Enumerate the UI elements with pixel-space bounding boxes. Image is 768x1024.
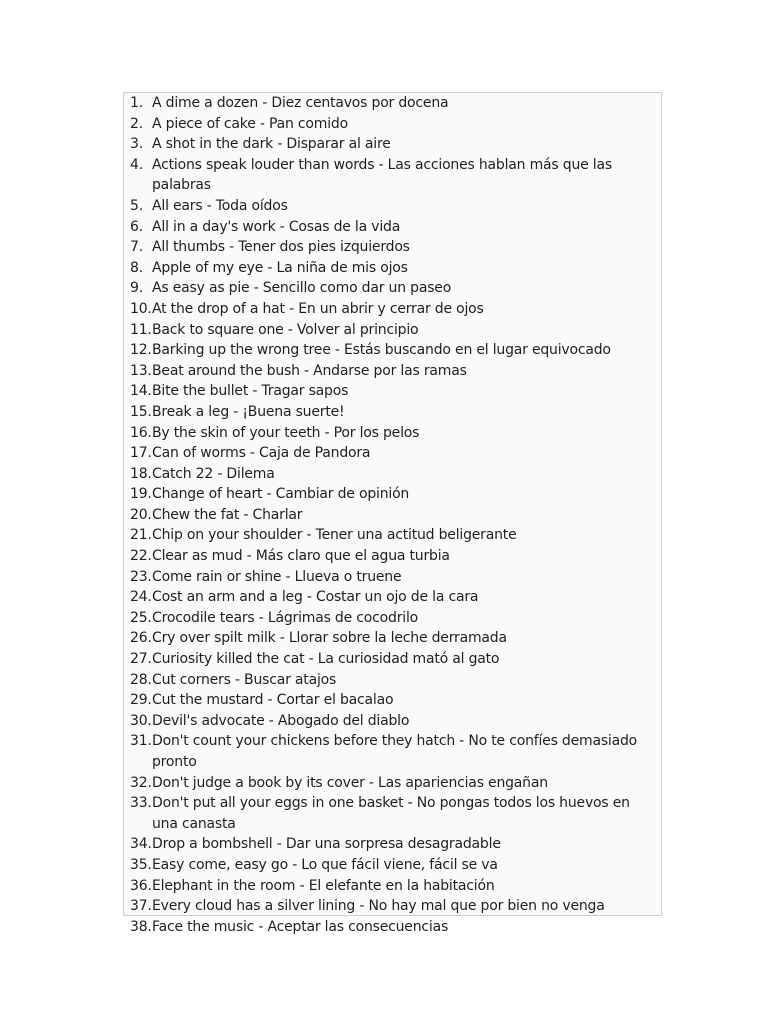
idiom-item (130, 711, 658, 732)
idiom-text: Break a leg - ¡Buena suerte! (152, 403, 345, 420)
idiom-number: 9. (130, 280, 143, 297)
idiom-number: 10. (130, 300, 152, 317)
idiom-number: 16. (130, 424, 152, 441)
idiom-number: 15. (130, 403, 152, 420)
idiom-item (130, 855, 658, 876)
idiom-number: 33. (130, 795, 152, 812)
idiom-item (130, 93, 658, 114)
idiom-item (130, 896, 658, 917)
idiom-text: Don't judge a book by its cover - Las apariencias engañan (152, 774, 548, 791)
idiom-text: Actions speak louder than words - Las acciones hablan más que las palabras (152, 156, 612, 194)
idiom-item (130, 793, 658, 834)
idiom-item (130, 567, 658, 588)
idiom-item (130, 320, 658, 341)
idiom-item (130, 464, 658, 485)
idiom-number: 2. (130, 115, 143, 132)
idiom-number: 27. (130, 651, 152, 668)
idiom-item (130, 690, 658, 711)
idiom-text: A piece of cake - Pan comido (152, 115, 348, 132)
idiom-number: 19. (130, 486, 152, 503)
idiom-number: 37. (130, 898, 152, 915)
idiom-number: 29. (130, 692, 152, 709)
idiom-text: Cost an arm and a leg - Costar un ojo de la cara (152, 589, 479, 606)
idiom-text: Drop a bombshell - Dar una sorpresa desagradable (152, 836, 501, 853)
idiom-item (130, 608, 658, 629)
idiom-number: 7. (130, 239, 143, 256)
idiom-item (130, 546, 658, 567)
idiom-item (130, 649, 658, 670)
idiom-text: Every cloud has a silver lining - No hay mal que por bien no venga (152, 898, 605, 915)
idiom-text: All ears - Toda oídos (152, 197, 288, 214)
idiom-item (130, 525, 658, 546)
idiom-number: 14. (130, 383, 152, 400)
idiom-number: 28. (130, 671, 152, 688)
idiom-text: Back to square one - Volver al principio (152, 321, 419, 338)
idiom-text: As easy as pie - Sencillo como dar un paseo (152, 280, 452, 297)
idiom-text: All in a day's work - Cosas de la vida (152, 218, 401, 235)
idiom-text: Curiosity killed the cat - La curiosidad mató al gato (152, 651, 500, 668)
idiom-number: 24. (130, 589, 152, 606)
idiom-text: At the drop of a hat - En un abrir y cerrar de ojos (152, 300, 484, 317)
idiom-item (130, 217, 658, 238)
idiom-item (130, 278, 658, 299)
idiom-number: 12. (130, 342, 152, 359)
idiom-text: Cry over spilt milk - Llorar sobre la leche derramada (152, 630, 507, 647)
idiom-item (130, 484, 658, 505)
idiom-number: 25. (130, 609, 152, 626)
idiom-text: Apple of my eye - La niña de mis ojos (152, 259, 408, 276)
idiom-number: 11. (130, 321, 152, 338)
idiom-text: Cut corners - Buscar atajos (152, 671, 337, 688)
idiom-text: Chew the fat - Charlar (152, 506, 303, 523)
idiom-text: A dime a dozen - Diez centavos por docena (152, 95, 449, 111)
idiom-text: Can of worms - Caja de Pandora (152, 445, 371, 462)
idiom-text: Come rain or shine - Llueva o truene (152, 568, 402, 585)
idiom-number: 17. (130, 445, 152, 462)
idiom-number: 8. (130, 259, 143, 276)
idiom-text: A shot in the dark - Disparar al aire (152, 136, 391, 153)
idiom-number: 32. (130, 774, 152, 791)
idiom-text: Change of heart - Cambiar de opinión (152, 486, 410, 503)
idiom-text: Cut the mustard - Cortar el bacalao (152, 692, 394, 709)
idiom-item (130, 443, 658, 464)
idiom-number: 30. (130, 712, 152, 729)
idiom-item (130, 731, 658, 772)
idiom-number: 26. (130, 630, 152, 647)
idiom-item (130, 587, 658, 608)
idiom-number: 21. (130, 527, 152, 544)
idiom-number: 18. (130, 465, 152, 482)
idiom-text: Beat around the bush - Andarse por las ramas (152, 362, 467, 379)
idiom-text: Easy come, easy go - Lo que fácil viene, fácil se va (152, 856, 498, 873)
idiom-number: 13. (130, 362, 152, 379)
idiom-text: Crocodile tears - Lágrimas de cocodrilo (152, 609, 418, 626)
idiom-item (130, 773, 658, 794)
idiom-number: 35. (130, 856, 152, 873)
idiom-number: 20. (130, 506, 152, 523)
idiom-number: 4. (130, 156, 143, 173)
idiom-item (130, 423, 658, 444)
idiom-number: 38. (130, 918, 152, 935)
idiom-number: 34. (130, 836, 152, 853)
idiom-list (130, 93, 658, 937)
idiom-item (130, 834, 658, 855)
idiom-item (130, 134, 658, 155)
idiom-item (130, 381, 658, 402)
idiom-number: 23. (130, 568, 152, 585)
idiom-item (130, 155, 658, 196)
idiom-text: Barking up the wrong tree - Estás buscando en el lugar equivocado (152, 342, 611, 359)
idiom-item (130, 505, 658, 526)
idiom-item (130, 114, 658, 135)
idiom-number: 22. (130, 548, 152, 565)
idiom-text: Clear as mud - Más claro que el agua turbia (152, 548, 450, 565)
idiom-item (130, 670, 658, 691)
idiom-number: 1. (130, 95, 143, 111)
idiom-item (130, 876, 658, 897)
idiom-number: 6. (130, 218, 143, 235)
idiom-item (130, 237, 658, 258)
idiom-text: Devil's advocate - Abogado del diablo (152, 712, 410, 729)
idiom-number: 31. (130, 733, 152, 750)
idiom-number: 5. (130, 197, 143, 214)
idiom-text: By the skin of your teeth - Por los pelos (152, 424, 420, 441)
idiom-item (130, 196, 658, 217)
idiom-text: Catch 22 - Dilema (152, 465, 275, 482)
idiom-item (130, 917, 658, 938)
idiom-text: All thumbs - Tener dos pies izquierdos (152, 239, 410, 256)
idiom-number: 36. (130, 877, 152, 894)
idiom-item (130, 361, 658, 382)
idiom-text: Don't count your chickens before they hatch - No te confíes demasiado pronto (152, 733, 638, 770)
idiom-text: Don't put all your eggs in one basket - No pongas todos los huevos en una canasta (152, 795, 630, 832)
idiom-text: Bite the bullet - Tragar sapos (152, 383, 349, 400)
idiom-text: Face the music - Aceptar las consecuencias (152, 918, 449, 935)
idiom-item (130, 402, 658, 423)
idiom-item (130, 299, 658, 320)
idiom-number: 3. (130, 136, 143, 153)
idiom-item (130, 340, 658, 361)
idiom-item (130, 258, 658, 279)
idiom-item (130, 628, 658, 649)
idiom-text: Elephant in the room - El elefante en la habitación (152, 877, 495, 894)
idiom-text: Chip on your shoulder - Tener una actitud beligerante (152, 527, 517, 544)
idiom-document (123, 92, 662, 935)
